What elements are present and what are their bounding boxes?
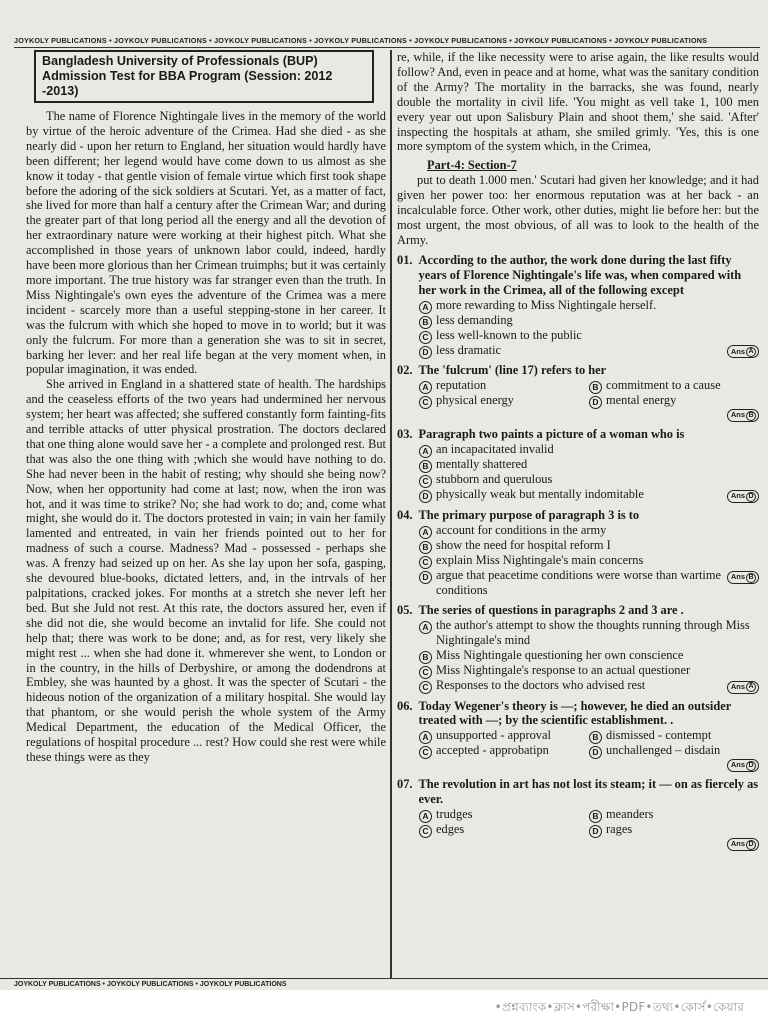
answer-value: A: [746, 682, 756, 692]
question-text: Paragraph two paints a picture of a woman who is: [418, 427, 685, 442]
option-letter-circle: C: [419, 746, 432, 759]
exam-title-box: [34, 50, 374, 103]
option-letter-circle: A: [419, 810, 432, 823]
answer-option: [397, 442, 759, 457]
option-letter-circle: A: [419, 621, 432, 634]
question-text: Today Wegener's theory is —; however, he died an outsider treated with —; by the scientific establishment. .: [418, 698, 732, 728]
answer-option: [397, 568, 759, 598]
question-stem: [397, 363, 759, 378]
answer-option: [397, 648, 759, 663]
answer-label: Ans: [730, 491, 745, 501]
answer-badge: [727, 490, 759, 503]
question-stem: [397, 777, 759, 807]
option-letter-circle: B: [419, 541, 432, 554]
option-letter-circle: C: [419, 396, 432, 409]
question-stem: [397, 603, 759, 618]
option-letter-circle: D: [419, 571, 432, 584]
answer-badge: [727, 409, 759, 422]
section-heading: Part-4: Section-7: [427, 158, 517, 173]
answer-option: [419, 743, 589, 758]
question-stem: [397, 508, 759, 523]
running-footer: JOYKOLY PUBLICATIONS • JOYKOLY PUBLICATIONS • JOYKOLY PUBLICATIONS: [0, 978, 768, 990]
answer-badge: [727, 345, 759, 358]
option-text: commitment to a cause: [606, 378, 721, 393]
answer-option: [397, 618, 759, 648]
answer-option: [589, 378, 759, 393]
question-stem: [397, 427, 759, 442]
option-text: physically weak but mentally indomitable: [436, 487, 644, 502]
answer-value: B: [746, 573, 756, 583]
answer-label: Ans: [730, 410, 745, 420]
option-letter-circle: C: [419, 556, 432, 569]
column-divider: [390, 50, 392, 978]
option-text: an incapacitated invalid: [436, 442, 554, 457]
option-text: less demanding: [436, 312, 513, 327]
option-letter-circle: C: [419, 331, 432, 344]
answer-option: [419, 393, 589, 408]
option-text: Miss Nightingale questioning her own conscience: [436, 647, 684, 662]
answer-label: Ans: [730, 839, 745, 849]
answer-option: [419, 728, 589, 743]
answer-label: Ans: [730, 346, 745, 356]
answer-row: [397, 835, 759, 851]
option-text: Responses to the doctors who advised rest: [436, 677, 646, 692]
answer-value: B: [746, 411, 756, 421]
question-number: 02.: [397, 363, 413, 378]
option-text: mental energy: [606, 393, 677, 408]
answer-option: [397, 487, 759, 503]
answer-option-pair: [397, 822, 759, 837]
option-letter-circle: B: [589, 381, 602, 394]
answer-option: [419, 378, 589, 393]
exam-title-line1: Bangladesh University of Professionals (BUP): [42, 54, 318, 68]
question-item: [397, 603, 759, 694]
option-letter-circle: C: [419, 666, 432, 679]
option-letter-circle: A: [419, 526, 432, 539]
question-item: [397, 427, 759, 503]
question-text: According to the author, the work done during the last fifty years of Florence Nightingale's life was, when compared with her work in the Crimea, all of the following except: [418, 252, 742, 297]
question-stem: [397, 699, 759, 729]
option-text: explain Miss Nightingale's main concerns: [436, 553, 644, 568]
answer-option: [397, 472, 759, 487]
answer-row: [397, 406, 759, 422]
answer-value: D: [746, 840, 756, 850]
option-letter-circle: B: [419, 651, 432, 664]
option-text: unchallenged – disdain: [606, 743, 721, 758]
option-text: rages: [606, 822, 633, 837]
answer-label: Ans: [730, 572, 745, 582]
option-letter-circle: C: [419, 825, 432, 838]
option-letter-circle: C: [419, 475, 432, 488]
option-letter-circle: D: [589, 746, 602, 759]
option-letter-circle: D: [589, 396, 602, 409]
question-number: 01.: [397, 252, 413, 267]
answer-option: [397, 553, 759, 568]
question-number: 03.: [397, 427, 413, 442]
answer-label: Ans: [730, 681, 745, 691]
answer-value: D: [746, 761, 756, 771]
option-text: the author's attempt to show the thoughts running through Miss Nightingale's mind: [436, 617, 750, 647]
option-text: trudges: [436, 807, 473, 822]
option-letter-circle: A: [419, 301, 432, 314]
question-number: 04.: [397, 508, 413, 523]
option-letter-circle: D: [419, 346, 432, 359]
question-text: The primary purpose of paragraph 3 is to: [418, 508, 640, 523]
answer-badge: [727, 838, 759, 851]
answer-option: [419, 807, 589, 822]
answer-value: D: [746, 492, 756, 502]
answer-option: [589, 728, 759, 743]
option-letter-circle: A: [419, 445, 432, 458]
option-text: stubborn and querulous: [436, 472, 553, 487]
question-text: The 'fulcrum' (line 17) refers to her: [418, 363, 607, 378]
option-text: dismissed - contempt: [606, 728, 712, 743]
passage-paragraph-2: She arrived in England in a shattered state of health. The hardships and the ceaseless efforts of the two years had undermined her nervous system; her heart was affected; she suffered constantly form fainting-fits and terrible attacks of utter physical prostration. The doctors declared that one thing alone would save her - a complete and prolonged rest. But that was also the one thing with ;which she would have nothing to do. She had never been in the habit of resting; why should she being now? Now, when her opportunity had come at last; now, when the iron was hot, and it was time to strike? No; she had work to do; and, come what might, she would do it. The doctors protested in vain; in vain her family lamented and entreated, in vain her friends pointed out to her for madness of such a course. Madness? Mad - possessed - perhaps she was. A frenzy had seized up on her. As she lay upon her sofa, gasping, she devoured blue-books, dictated letters, and, in the intrvals of her palpitations, cracked jokes. For months at a stretch she never left her bed. But she Juld not rest. At this rate, the doctors assured her, even if she did not die, she would become an invtalid for life. She could not help that; there was work to be done; and, as for rest, very likely she might rest ... when she had done it. whmerever she went, to London or in the country, in the hills of Derbyshire, or among the dodendrons at Embley, she was haunted by a ghost. It was the specter of Scutari - the hideous notion of the organization of a military hospital. She would lay that phantom, or she would perish the whole system of the Army Medical Department, the education of the Medical Officer, the regulations of hospital procedure ... rest? How could she rest were while these things were as they: [26, 377, 386, 764]
question-stem: [397, 253, 759, 298]
question-item: [397, 253, 759, 359]
answer-option-pair: [397, 743, 759, 758]
option-text: show the need for hospital reform I: [436, 538, 611, 553]
left-column: [26, 50, 386, 978]
option-row-with-answer: [436, 343, 759, 359]
option-text: Miss Nightingale's response to an actual questioner: [436, 662, 691, 677]
option-text: argue that peacetime conditions were worse than wartime conditions: [436, 568, 721, 597]
option-text: physical energy: [436, 393, 514, 408]
option-text: less well-known to the public: [436, 327, 582, 342]
exam-title-line2: Admission Test for BBA Program (Session: 2012 -2013): [42, 69, 333, 98]
question-item: [397, 777, 759, 851]
answer-option: [397, 678, 759, 694]
passage-continuation: re, while, if the like necessity were to arise again, the like results would follow? And, even in peace and at home, what was the sanitary condition of the Army? The mortality in the barracks, she was found, nearly double the mortality in civil life. 'You might as vell take 1, 100 men every year out upon Salisbury Plain and shoot them,' she said. 'After' inspecting the hospitals at atham, she smiled grimly. 'Yes, this is one more symptom of the system which, in the Crimea,: [397, 50, 759, 154]
answer-option: [397, 457, 759, 472]
answer-option-pair: [397, 393, 759, 408]
question-number: 07.: [397, 777, 413, 792]
passage-paragraph-3: put to death 1.000 men.' Scutari had given her knowledge; and it had given her power too: her enormous reputation was at her back - an incalculable force. Other work, other duties, might lie before her: but the most urgent, the most obvious, of all was to look to the health of the Army.: [397, 173, 759, 247]
option-row-with-answer: [436, 678, 759, 694]
option-text: meanders: [606, 807, 654, 822]
option-letter-circle: D: [589, 825, 602, 838]
answer-option-pair: [397, 378, 759, 393]
answer-option: [397, 328, 759, 343]
option-row-with-answer: [436, 568, 759, 598]
option-letter-circle: A: [419, 731, 432, 744]
answer-option: [397, 663, 759, 678]
option-letter-circle: B: [419, 460, 432, 473]
option-letter-circle: B: [419, 316, 432, 329]
running-header: JOYKOLY PUBLICATIONS • JOYKOLY PUBLICATIONS • JOYKOLY PUBLICATIONS • JOYKOLY PUBLICATIONS • JOYKOLY PUBLICATIONS • JOYKOLY PUBLICATIONS • JOYKOLY PUBLICATIONS: [14, 34, 760, 48]
answer-option: [397, 538, 759, 553]
option-letter-circle: D: [419, 490, 432, 503]
right-column: [397, 50, 759, 978]
option-letter-circle: A: [419, 381, 432, 394]
option-text: unsupported - approval: [436, 728, 551, 743]
option-text: edges: [436, 822, 465, 837]
answer-option-pair: [397, 728, 759, 743]
option-letter-circle: B: [589, 731, 602, 744]
answer-option: [397, 298, 759, 313]
answer-option: [419, 822, 589, 837]
question-number: 05.: [397, 602, 413, 617]
question-text: The revolution in art has not lost its steam; it — on as fiercely as ever.: [418, 777, 759, 807]
option-text: less dramatic: [436, 342, 502, 357]
passage-paragraph-1: The name of Florence Nightingale lives in the memory of the world by virtue of the heroic adventure of the Crimea. Had she died - as she nearly did - upon her return to England, her situation would hardly have been different; her legend would have come down to us almost as she know it today - that gentle vision of female virtue which first took shape before the adoring of the sick soldiers at Scutari. Yet, as a matter of fact, she lived for more than half a century after the Crimean War; and during the greater part of that long period all the energy and all the devotion of her extraordinary nature were working at their highest pitch. What she accomplished in those years of unknown labor could, indeed, hardly have been more glorious than her Crimean truimphs; but it was certainly more important. The true history was far stranger even than the truth. In Miss Nightingale's own eyes the adventure of the Crimea was a mere incident - scarcely more than a useful stepping-stone in her career. It was the fulcrum with which she hoped to move in to world; but it was only the fulcrum. For more than a generation she was to sit in secret, barking her lever: and her real life began at the very moment when, in popular imagination, it was ended.: [26, 109, 386, 377]
answer-value: A: [746, 347, 756, 357]
question-number: 06.: [397, 698, 413, 713]
answer-option: [397, 343, 759, 359]
answer-option-pair: [397, 807, 759, 822]
option-text: accepted - approbatipn: [436, 743, 549, 758]
option-text: more rewarding to Miss Nightingale herself.: [436, 297, 657, 312]
question-text: The series of questions in paragraphs 2 and 3 are .: [418, 602, 684, 617]
answer-label: Ans: [730, 760, 745, 770]
question-item: [397, 363, 759, 422]
question-item: [397, 508, 759, 598]
question-item: [397, 699, 759, 773]
option-row-with-answer: [436, 487, 759, 503]
answer-badge: [727, 571, 759, 584]
option-text: reputation: [436, 378, 487, 393]
answer-option: [589, 807, 759, 822]
answer-row: [397, 756, 759, 772]
option-text: mentally shattered: [436, 457, 528, 472]
answer-badge: [727, 681, 759, 694]
answer-option: [397, 313, 759, 328]
question-list: [397, 253, 759, 851]
watermark-footer: •প্রশ্নব্যাংক•ক্লাস•পরীক্ষা•PDF•তথ্য•কোর্স•কেয়ার: [0, 990, 768, 1024]
option-letter-circle: B: [589, 810, 602, 823]
answer-badge: [727, 759, 759, 772]
option-text: account for conditions in the army: [436, 523, 607, 538]
answer-option: [397, 523, 759, 538]
option-letter-circle: C: [419, 681, 432, 694]
